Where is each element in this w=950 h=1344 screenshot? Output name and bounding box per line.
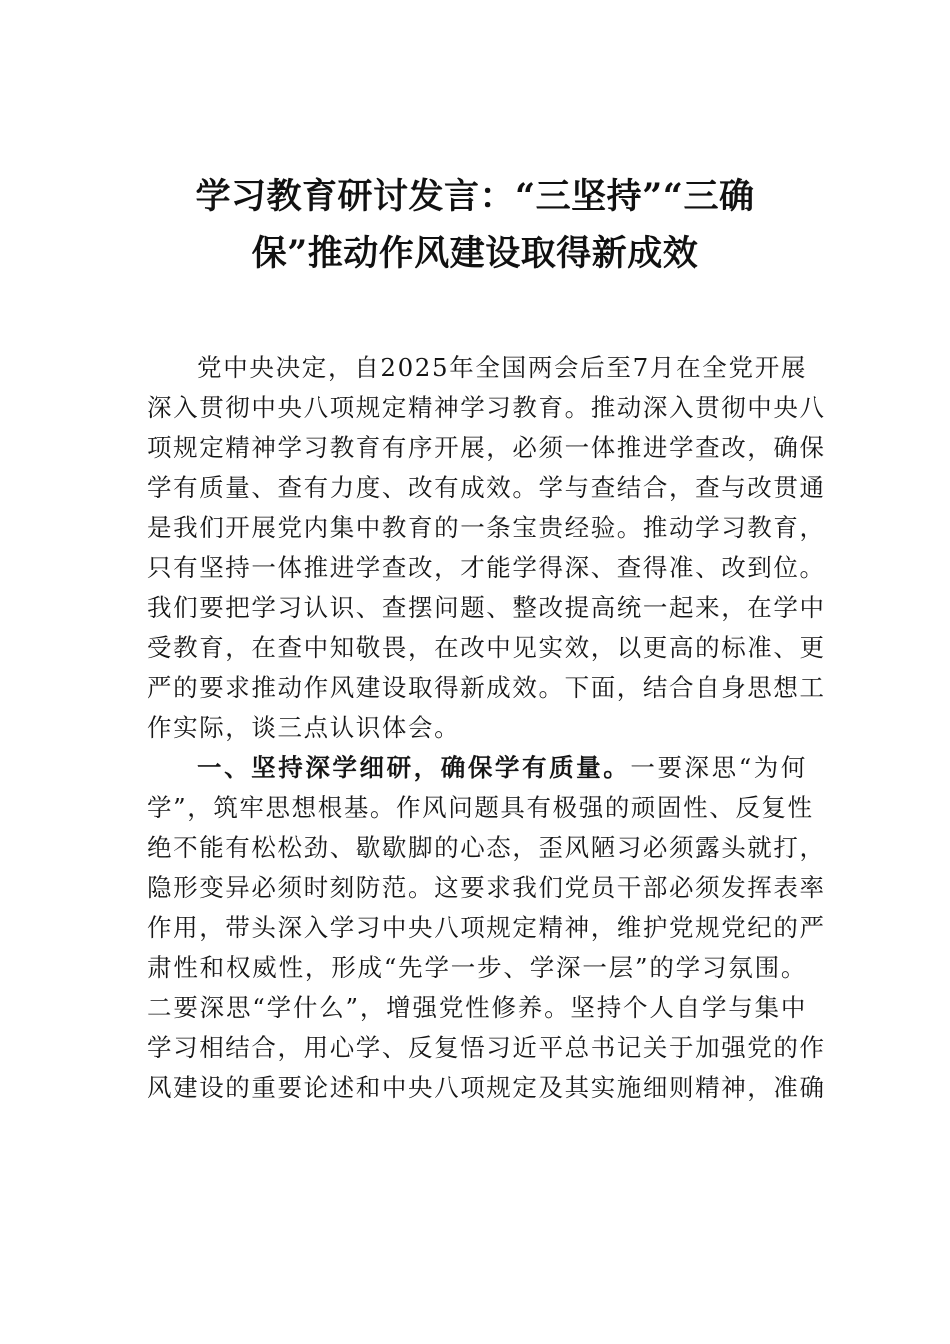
text-line: 学习相结合，用心学、反复悟习近平总书记关于加强党的作 — [147, 1033, 826, 1062]
text-line: 我们要把学习认识、查摆问题、整改提高统一起来，在学中 — [147, 593, 826, 622]
paragraph-section-1 — [147, 748, 826, 1108]
text-line: 风建设的重要论述和中央八项规定及其实施细则精神，准确 — [147, 1073, 826, 1102]
text-line: 深入贯彻中央八项规定精神学习教育。推动深入贯彻中央八 — [147, 393, 826, 422]
text-line: 作实际，谈三点认识体会。 — [147, 713, 461, 742]
text-line: 受教育，在查中知敬畏，在改中见实效，以更高的标准、更 — [147, 633, 826, 662]
section-1-first-line-rest: 一要深思“为何 — [630, 753, 807, 782]
text-line: 只有坚持一体推进学查改，才能学得深、查得准、改到位。 — [147, 553, 826, 582]
title-line-2: 保”推动作风建设取得新成效 — [251, 233, 699, 274]
title-line-1: 学习教育研讨发言：“三坚持”“三确 — [195, 176, 755, 217]
text-line: 严的要求推动作风建设取得新成效。下面，结合自身思想工 — [147, 673, 826, 702]
document-body — [147, 348, 826, 1108]
text-line: 肃性和权威性，形成“先学一步、学深一层”的学习氛围。 — [147, 953, 807, 982]
section-1-first-line — [147, 748, 807, 788]
text-line: 二要深思“学什么”，增强党性修养。坚持个人自学与集中 — [147, 993, 807, 1022]
text-line: 项规定精神学习教育有序开展，必须一体推进学查改，确保 — [147, 433, 826, 462]
document-title — [150, 168, 800, 282]
text-line: 隐形变异必须时刻防范。这要求我们党员干部必须发挥表率 — [147, 873, 826, 902]
text-line: 绝不能有松松劲、歇歇脚的心态，歪风陋习必须露头就打， — [147, 833, 826, 862]
text-line: 是我们开展党内集中教育的一条宝贵经验。推动学习教育， — [147, 513, 826, 542]
text-line: 学有质量、查有力度、改有成效。学与查结合，查与改贯通 — [147, 473, 826, 502]
text-line: 学”，筑牢思想根基。作风问题具有极强的顽固性、反复性 — [147, 793, 814, 822]
paragraph-intro — [147, 348, 826, 748]
text-line: 作用，带头深入学习中央八项规定精神，维护党规党纪的严 — [147, 913, 826, 942]
section-1-heading: 一、坚持深学细研，确保学有质量。 — [197, 753, 631, 782]
text-line: 党中央决定，自2025年全国两会后至7月在全党开展 — [197, 353, 807, 382]
